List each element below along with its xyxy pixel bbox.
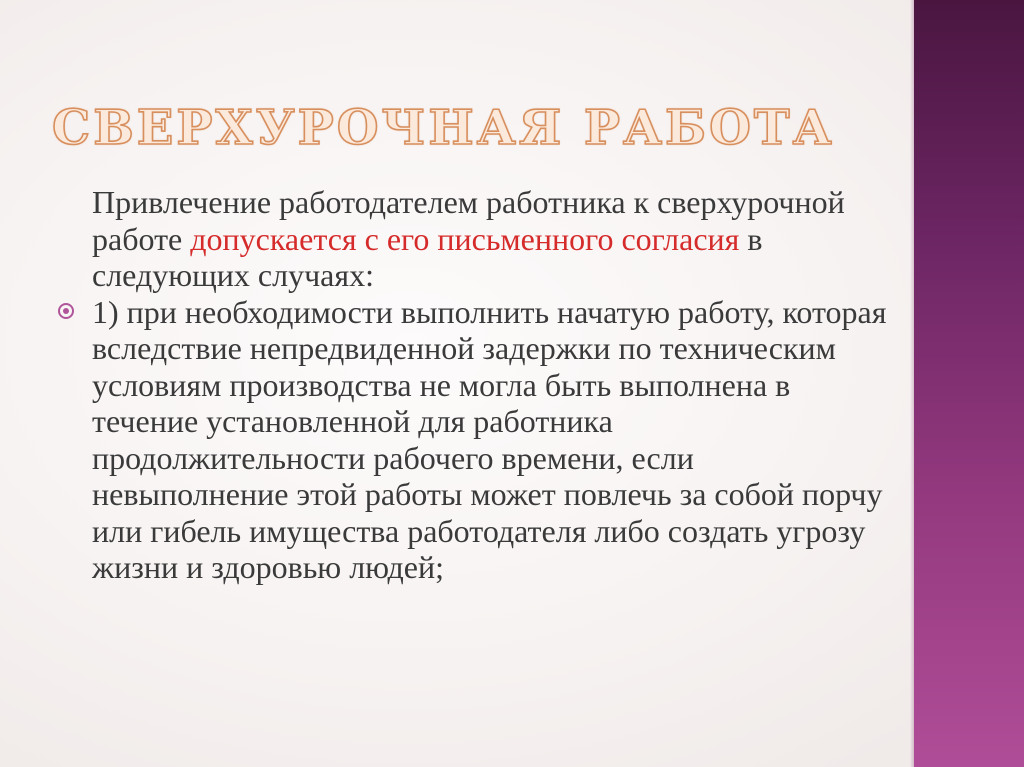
intro-text-part2: в следующих случаях: — [92, 220, 763, 293]
side-accent-band — [914, 0, 1024, 767]
slide-body — [92, 184, 892, 586]
intro-highlight: допускается с его письменного согласия — [190, 220, 740, 257]
intro-paragraph — [92, 184, 892, 294]
bullet-text: 1) при необходимости выполнить начатую работу, которая вследствие непредвиденной задержки по техническим условиям производства не могла быть выполнена в течение установленной для работника продолжительности рабочего времени, если невыполнение этой работы может повлечь за собой порчу или гибель имущества работодателя либо создать угрозу жизни и здоровью людей; — [92, 293, 887, 585]
circle-bullet-icon — [58, 303, 74, 319]
intro-text-part1: Привлечение работодателем работника к сверхурочной работе — [92, 184, 845, 257]
bullet-item — [92, 294, 892, 586]
slide-title: СВЕРХУРОЧНАЯ РАБОТА — [52, 100, 835, 156]
